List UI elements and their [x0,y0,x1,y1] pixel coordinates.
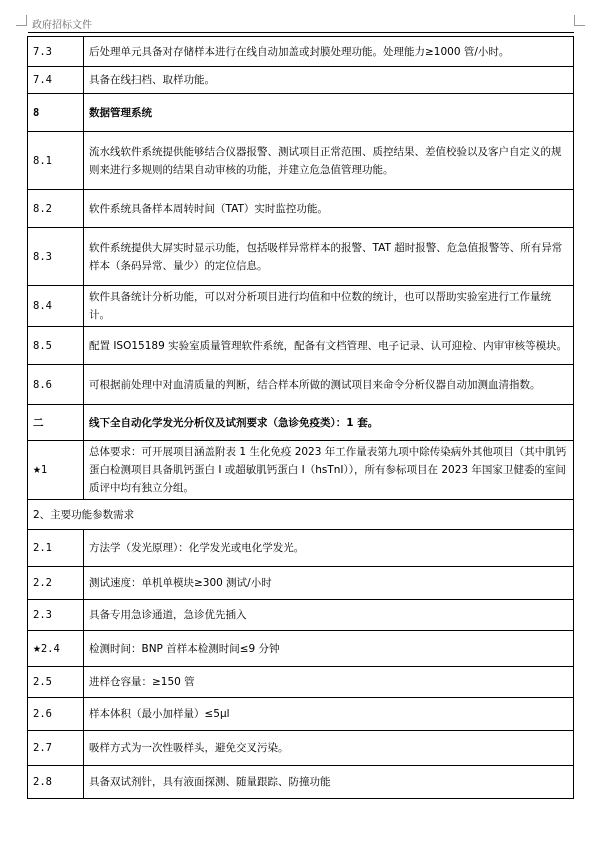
table-row [28,698,574,731]
item-number-text: 8 [33,106,40,119]
item-description: 吸样方式为一次性吸样头，避免交叉污染。 [84,731,574,766]
item-number-text: 2.4 [40,642,60,655]
table-row [28,190,574,228]
item-number [28,731,84,766]
item-number [28,286,84,327]
item-number [28,530,84,567]
item-description: 软件系统提供大屏实时显示功能，包括吸样异常样本的报警、TAT 超时报警、危急值报警等、所有异常样本（条码异常、量少）的定位信息。 [84,228,574,286]
table-row [28,500,574,530]
item-number [28,405,84,441]
item-number-text: 2.8 [33,776,52,788]
item-number [28,132,84,190]
item-description: 可根据前处理中对血清质量的判断，结合样本所做的测试项目来命令分析仪器自动加测血清指数。 [84,365,574,405]
table-row [28,286,574,327]
item-description: 具备在线扫档、取样功能。 [84,67,574,94]
item-number [28,67,84,94]
item-description: 总体要求：可开展项目涵盖附表 1 生化免疫 2023 年工作量表第九项中除传染病外其他项目（其中肌钙蛋白检测项目具备肌钙蛋白 I 或超敏肌钙蛋白 I（hsTnI）），所有参标项目在 2023 年国家卫健委的室间质评中均有独立分组。 [84,441,574,500]
item-number [28,600,84,631]
table-row [28,67,574,94]
item-number-text: 8.5 [33,339,52,352]
spec-table [27,36,574,799]
item-number [28,228,84,286]
item-number [28,698,84,731]
item-number-text: 2.6 [33,708,52,720]
table-row [28,405,574,441]
item-number-text: 8.1 [33,154,52,167]
item-description: 具备专用急诊通道，急诊优先插入 [84,600,574,631]
table-row [28,530,574,567]
item-number-text: 2.5 [33,676,52,688]
item-number [28,327,84,365]
table-row [28,731,574,766]
star-icon: ★ [33,462,41,477]
item-description: 测试速度：单机单模块≥300 测试/小时 [84,567,574,600]
table-row [28,667,574,698]
table-row [28,600,574,631]
item-number [28,94,84,132]
item-number [28,667,84,698]
table-row [28,441,574,500]
item-description: 具备双试剂针，具有液面探测、随量跟踪、防撞功能 [84,766,574,799]
item-number-text: 二 [33,416,44,429]
header-title: 政府招标文件 [32,20,92,31]
item-description: 软件具备统计分析功能，可以对分析项目进行均值和中位数的统计，也可以帮助实验室进行工作量统计。 [84,286,574,327]
item-number-text: 8.3 [33,250,52,263]
table-row [28,228,574,286]
item-description: 数据管理系统 [84,94,574,132]
item-description: 后处理单元具备对存储样本进行在线自动加盖或封膜处理功能。处理能力≥1000 管/小时。 [84,37,574,67]
item-description: 方法学（发光原理）：化学发光或电化学发光。 [84,530,574,567]
item-description: 进样仓容量：≥150 管 [84,667,574,698]
table-row [28,94,574,132]
item-number-text: 1 [40,464,48,476]
item-number-text: 2.7 [33,742,52,754]
item-description: 样本体积（最小加样量）≤5μl [84,698,574,731]
table-row [28,766,574,799]
item-description: 检测时间：BNP 首样本检测时间≤9 分钟 [84,631,574,667]
item-number [28,37,84,67]
item-number-text: 8.6 [33,378,52,391]
item-description: 软件系统具备样本周转时间（TAT）实时监控功能。 [84,190,574,228]
corner-mark-right [574,15,585,26]
table-row [28,327,574,365]
item-number-text: 7.3 [33,45,52,58]
item-description: 线下全自动化学发光分析仪及试剂要求（急诊免疫类）：1 套。 [84,405,574,441]
item-description: 流水线软件系统提供能够结合仪器报警、测试项目正常范围、质控结果、差值校验以及客户自定义的规则来进行多规则的结果自动审核的功能，并建立危急值管理功能。 [84,132,574,190]
section-heading: 2、主要功能参数需求 [28,500,574,530]
table-row [28,132,574,190]
table-row [28,365,574,405]
table-row [28,37,574,67]
page-header [28,10,574,33]
table-row [28,631,574,667]
item-number-text: 7.4 [33,74,52,86]
item-number [28,365,84,405]
table-row [28,567,574,600]
corner-mark-left [16,15,27,26]
item-number-text: 2.1 [33,542,52,554]
item-number [28,190,84,228]
item-number [28,441,84,500]
item-number [28,631,84,667]
item-number-text: 2.3 [33,609,52,621]
item-number-text: 8.4 [33,300,52,312]
star-icon: ★ [33,640,41,656]
item-number-text: 2.2 [33,577,52,589]
item-description: 配置 ISO15189 实验室质量管理软件系统，配备有文档管理、电子记录、认可迎检、内审审核等模块。 [84,327,574,365]
item-number-text: 8.2 [33,202,52,215]
item-number [28,766,84,799]
item-number [28,567,84,600]
